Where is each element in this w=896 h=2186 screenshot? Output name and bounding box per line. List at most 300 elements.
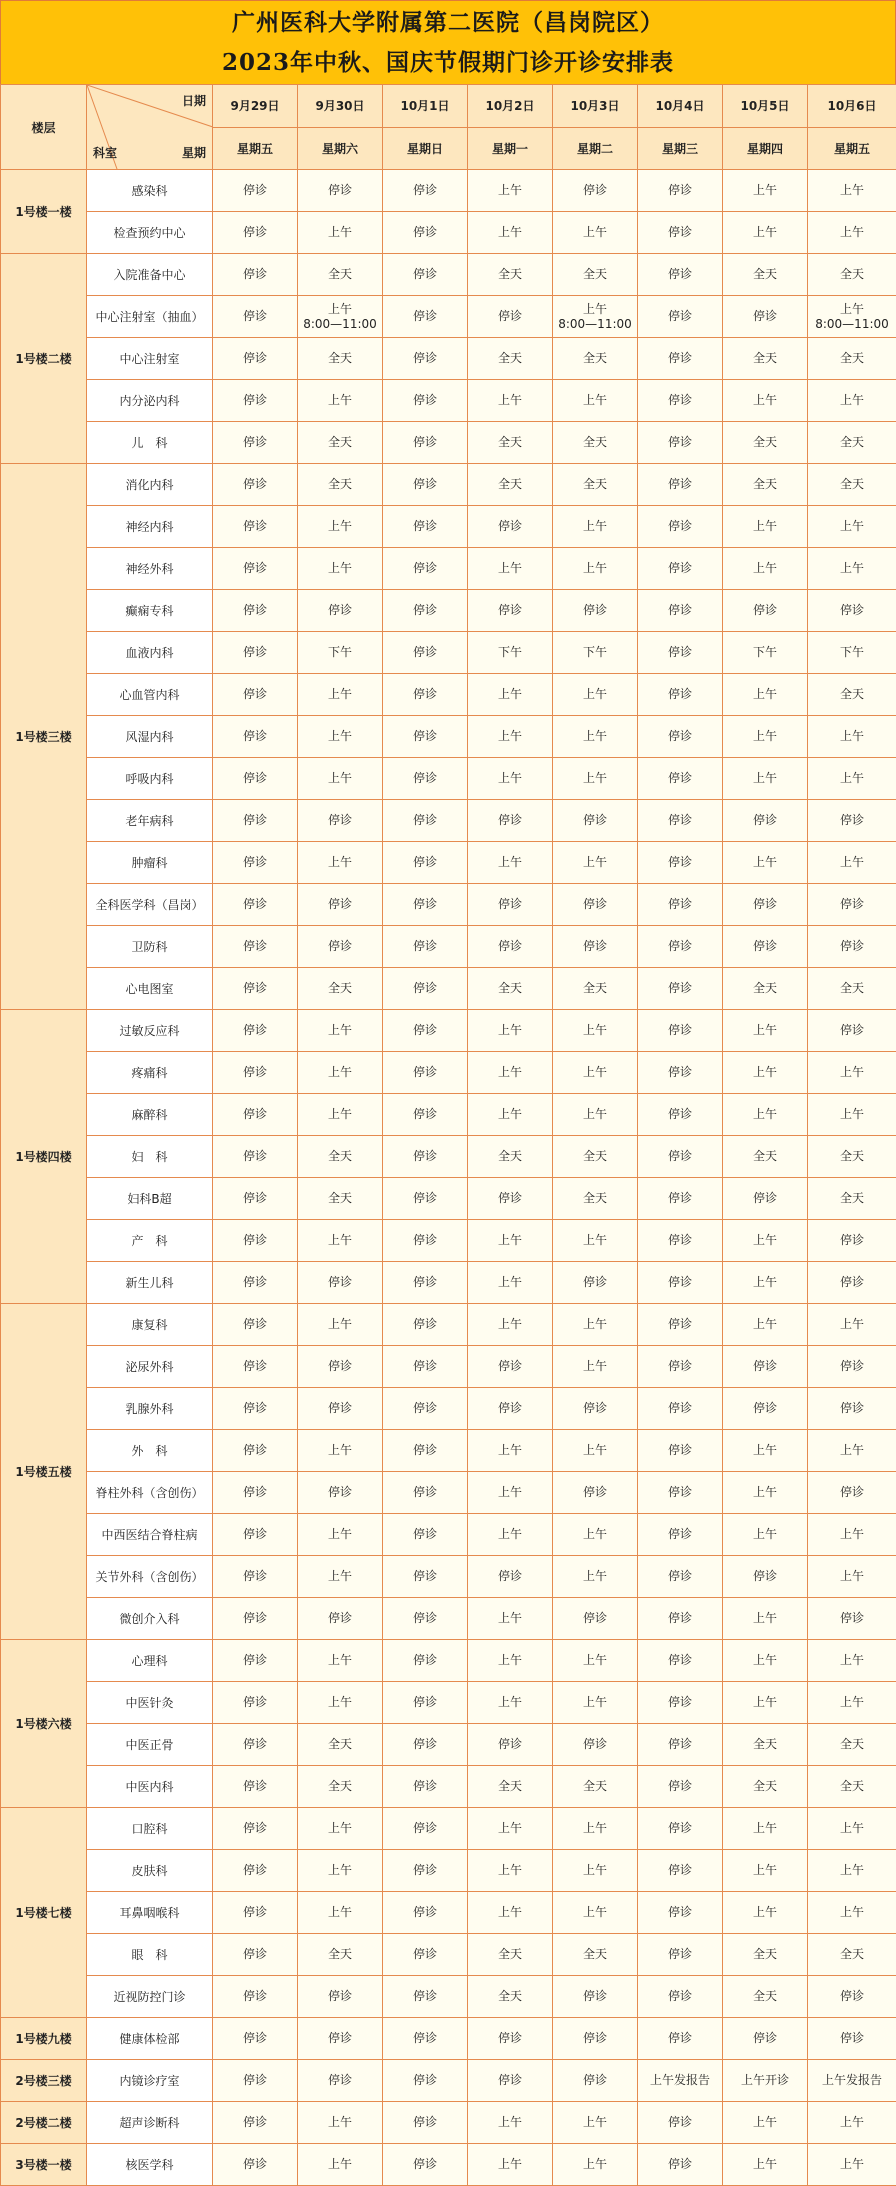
dept-name: 乳腺外科: [87, 1388, 213, 1430]
schedule-cell: 停诊: [638, 1178, 723, 1220]
schedule-cell: 停诊: [383, 590, 468, 632]
schedule-cell: 停诊: [468, 1178, 553, 1220]
dept-name: 健康体检部: [87, 2018, 213, 2060]
schedule-cell: 停诊: [638, 1514, 723, 1556]
schedule-cell: 停诊: [213, 1892, 298, 1934]
schedule-cell: 停诊: [383, 1136, 468, 1178]
schedule-cell: 上午: [468, 1220, 553, 1262]
table-row: [1, 842, 896, 884]
schedule-cell: 停诊: [468, 1346, 553, 1388]
schedule-cell: 停诊: [213, 1346, 298, 1388]
schedule-cell: 上午: [468, 1472, 553, 1514]
schedule-cell: 停诊: [383, 296, 468, 338]
schedule-cell: 停诊: [638, 212, 723, 254]
table-row: [1, 1934, 896, 1976]
schedule-cell: 停诊: [808, 1598, 896, 1640]
schedule-cell: 上午: [553, 380, 638, 422]
schedule-cell: 停诊: [298, 1976, 383, 2018]
schedule-cell: 上午: [468, 170, 553, 212]
schedule-cell: 上午: [553, 2102, 638, 2144]
schedule-cell: 停诊: [383, 1388, 468, 1430]
schedule-cell: 停诊: [383, 1472, 468, 1514]
schedule-cell: 停诊: [213, 422, 298, 464]
schedule-cell: 停诊: [213, 758, 298, 800]
schedule-cell: 停诊: [638, 254, 723, 296]
schedule-cell: 停诊: [383, 674, 468, 716]
weekday-header: 星期日: [383, 127, 468, 170]
schedule-cell: 停诊: [213, 2060, 298, 2102]
weekday-header: 星期四: [723, 127, 808, 170]
table-row: [1, 1808, 896, 1850]
schedule-cell: 停诊: [383, 1682, 468, 1724]
table-row: [1, 1430, 896, 1472]
schedule-cell: 上午: [468, 1094, 553, 1136]
schedule-cell: 全天: [808, 1724, 896, 1766]
schedule-cell: 全天: [808, 968, 896, 1010]
schedule-cell: 全天: [298, 422, 383, 464]
schedule-cell: 停诊: [383, 1430, 468, 1472]
dept-name: 泌尿外科: [87, 1346, 213, 1388]
schedule-cell: 全天: [553, 1934, 638, 1976]
dept-name: 核医学科: [87, 2144, 213, 2186]
schedule-cell: 停诊: [723, 1388, 808, 1430]
schedule-cell: 停诊: [213, 1598, 298, 1640]
table-row: [1, 1472, 896, 1514]
schedule-cell: 停诊: [808, 1346, 896, 1388]
schedule-cell: 上午: [723, 506, 808, 548]
schedule-cell: 停诊: [213, 338, 298, 380]
schedule-cell: 上午: [723, 1808, 808, 1850]
schedule-cell: 上午发报告: [808, 2060, 896, 2102]
schedule-cell: 上午: [808, 1892, 896, 1934]
schedule-cell: 停诊: [723, 1178, 808, 1220]
schedule-cell: 停诊: [383, 1220, 468, 1262]
schedule-cell: 停诊: [213, 674, 298, 716]
schedule-cell: 上午: [298, 2102, 383, 2144]
schedule-cell: 全天: [723, 422, 808, 464]
schedule-cell: 停诊: [638, 1304, 723, 1346]
schedule-cell: 上午: [468, 674, 553, 716]
schedule-cell: 上午: [723, 1598, 808, 1640]
schedule-cell: 停诊: [383, 1262, 468, 1304]
dept-name: 检查预约中心: [87, 212, 213, 254]
schedule-cell: 停诊: [468, 590, 553, 632]
floor-label: 1号楼三楼: [1, 464, 87, 1010]
schedule-cell: 停诊: [383, 506, 468, 548]
schedule-cell: 全天: [553, 254, 638, 296]
date-axis-label: 日期: [181, 94, 206, 108]
schedule-cell: 上午发报告: [638, 2060, 723, 2102]
schedule-cell: 上午: [553, 842, 638, 884]
schedule-cell: 停诊: [553, 1262, 638, 1304]
dept-name: 外 科: [87, 1430, 213, 1472]
schedule-cell: 停诊: [808, 1220, 896, 1262]
table-row: [1, 800, 896, 842]
weekday-header: 星期六: [298, 127, 383, 170]
schedule-cell: 停诊: [638, 338, 723, 380]
dept-name: 心血管内科: [87, 674, 213, 716]
schedule-cell: 停诊: [383, 1556, 468, 1598]
schedule-cell: 停诊: [298, 1472, 383, 1514]
schedule-cell: 停诊: [383, 1094, 468, 1136]
schedule-cell: 全天: [468, 464, 553, 506]
table-row: [1, 674, 896, 716]
schedule-cell: 上午: [468, 2102, 553, 2144]
schedule-cell: 停诊: [808, 800, 896, 842]
table-row: [1, 422, 896, 464]
schedule-cell: 上午: [723, 1640, 808, 1682]
schedule-cell: 上午: [808, 1850, 896, 1892]
table-row: [1, 590, 896, 632]
dept-name: 风湿内科: [87, 716, 213, 758]
schedule-cell: 全天: [298, 338, 383, 380]
schedule-cell: 上午: [723, 716, 808, 758]
schedule-cell: 停诊: [638, 1556, 723, 1598]
schedule-cell: 下午: [723, 632, 808, 674]
schedule-cell: 停诊: [468, 296, 553, 338]
schedule-cell: 停诊: [638, 380, 723, 422]
schedule-cell: 停诊: [638, 800, 723, 842]
schedule-cell: 停诊: [213, 2144, 298, 2186]
dept-name: 肿瘤科: [87, 842, 213, 884]
floor-column-header: 楼层: [1, 85, 87, 170]
schedule-cell: 停诊: [213, 254, 298, 296]
schedule-cell: 停诊: [298, 800, 383, 842]
schedule-cell: 停诊: [383, 632, 468, 674]
dept-name: 眼 科: [87, 1934, 213, 1976]
schedule-cell: 停诊: [213, 170, 298, 212]
table-row: [1, 506, 896, 548]
table-row: [1, 1346, 896, 1388]
schedule-cell: 停诊: [638, 1976, 723, 2018]
schedule-cell: 停诊: [553, 884, 638, 926]
schedule-cell: 全天: [723, 254, 808, 296]
schedule-cell: 停诊: [638, 1472, 723, 1514]
schedule-cell: 停诊: [553, 1598, 638, 1640]
schedule-cell: 停诊: [638, 1010, 723, 1052]
schedule-cell: 停诊: [638, 1766, 723, 1808]
schedule-cell: 停诊: [298, 1346, 383, 1388]
table-row: [1, 296, 896, 338]
schedule-cell: 上午: [298, 1514, 383, 1556]
schedule-cell: 上午: [808, 1052, 896, 1094]
schedule-cell: 全天: [468, 968, 553, 1010]
dept-name: 皮肤科: [87, 1850, 213, 1892]
schedule-cell: 上午: [468, 1304, 553, 1346]
schedule-cell: 全天: [468, 1136, 553, 1178]
table-row: [1, 338, 896, 380]
dept-name: 妇科B超: [87, 1178, 213, 1220]
schedule-cell: 上午: [553, 2144, 638, 2186]
schedule-cell: 上午 8:00—11:00: [298, 296, 383, 338]
schedule-cell: 停诊: [213, 212, 298, 254]
schedule-cell: 停诊: [213, 1094, 298, 1136]
schedule-cell: 停诊: [808, 884, 896, 926]
schedule-cell: 停诊: [383, 1976, 468, 2018]
schedule-cell: 停诊: [638, 968, 723, 1010]
floor-label: 1号楼四楼: [1, 1010, 87, 1304]
schedule-cell: 停诊: [213, 1136, 298, 1178]
schedule-cell: 停诊: [383, 422, 468, 464]
dept-name: 新生儿科: [87, 1262, 213, 1304]
dept-name: 中医内科: [87, 1766, 213, 1808]
table-row: [1, 1640, 896, 1682]
schedule-cell: 停诊: [468, 506, 553, 548]
schedule-cell: 上午: [468, 2144, 553, 2186]
schedule-cell: 停诊: [213, 926, 298, 968]
schedule-cell: 停诊: [383, 254, 468, 296]
schedule-cell: 上午: [468, 1598, 553, 1640]
schedule-cell: 停诊: [213, 1724, 298, 1766]
table-row: [1, 758, 896, 800]
schedule-body: [1, 170, 896, 2186]
date-header: 10月2日: [468, 85, 553, 128]
date-header: 10月1日: [383, 85, 468, 128]
schedule-cell: 停诊: [808, 2018, 896, 2060]
table-row: [1, 1052, 896, 1094]
schedule-cell: 停诊: [298, 170, 383, 212]
schedule-cell: 上午: [723, 842, 808, 884]
schedule-cell: 停诊: [383, 1052, 468, 1094]
schedule-cell: 上午: [723, 1430, 808, 1472]
schedule-cell: 停诊: [723, 800, 808, 842]
schedule-cell: 上午: [468, 1808, 553, 1850]
schedule-cell: 上午: [553, 674, 638, 716]
schedule-cell: 停诊: [808, 926, 896, 968]
schedule-cell: 下午: [808, 632, 896, 674]
schedule-cell: 上午: [808, 506, 896, 548]
schedule-cell: 停诊: [213, 1178, 298, 1220]
dept-name: 中心注射室（抽血）: [87, 296, 213, 338]
schedule-cell: 停诊: [808, 1976, 896, 2018]
schedule-cell: 停诊: [213, 2018, 298, 2060]
schedule-cell: 上午: [298, 2144, 383, 2186]
schedule-cell: 上午: [468, 1052, 553, 1094]
schedule-cell: 停诊: [638, 1052, 723, 1094]
table-row: [1, 380, 896, 422]
table-row: [1, 884, 896, 926]
table-row: [1, 1514, 896, 1556]
dept-name: 中医针灸: [87, 1682, 213, 1724]
schedule-cell: 停诊: [298, 2060, 383, 2102]
schedule-cell: 停诊: [213, 296, 298, 338]
schedule-cell: 全天: [723, 338, 808, 380]
schedule-cell: 停诊: [383, 800, 468, 842]
table-row: [1, 716, 896, 758]
schedule-cell: 上午: [723, 1892, 808, 1934]
schedule-cell: 上午: [723, 380, 808, 422]
schedule-cell: 上午: [468, 1010, 553, 1052]
schedule-cell: 全天: [553, 422, 638, 464]
schedule-cell: 停诊: [298, 1262, 383, 1304]
schedule-cell: 停诊: [553, 1388, 638, 1430]
schedule-cell: 停诊: [808, 1262, 896, 1304]
schedule-cell: 上午: [808, 1682, 896, 1724]
schedule-cell: 停诊: [638, 422, 723, 464]
schedule-cell: 停诊: [298, 1388, 383, 1430]
schedule-cell: 全天: [298, 968, 383, 1010]
schedule-cell: 停诊: [638, 464, 723, 506]
schedule-cell: 全天: [723, 464, 808, 506]
schedule-cell: 停诊: [638, 884, 723, 926]
dept-name: 老年病科: [87, 800, 213, 842]
schedule-cell: 停诊: [638, 1808, 723, 1850]
dept-name: 近视防控门诊: [87, 1976, 213, 2018]
schedule-cell: 全天: [553, 968, 638, 1010]
schedule-cell: 停诊: [638, 1430, 723, 1472]
dept-name: 心电图室: [87, 968, 213, 1010]
table-row: [1, 1136, 896, 1178]
schedule-cell: 停诊: [383, 1934, 468, 1976]
schedule-cell: 上午: [553, 1220, 638, 1262]
schedule-cell: 停诊: [383, 464, 468, 506]
weekday-header: 星期五: [213, 127, 298, 170]
schedule-cell: 停诊: [213, 1010, 298, 1052]
schedule-cell: 上午: [468, 716, 553, 758]
table-row: [1, 1010, 896, 1052]
schedule-cell: 停诊: [383, 212, 468, 254]
schedule-cell: 停诊: [553, 1724, 638, 1766]
schedule-cell: 上午: [298, 1094, 383, 1136]
schedule-cell: 停诊: [638, 1346, 723, 1388]
table-row: [1, 170, 896, 212]
floor-label: 1号楼一楼: [1, 170, 87, 254]
schedule-cell: 上午: [468, 548, 553, 590]
schedule-cell: 全天: [553, 338, 638, 380]
dept-name: 癫痫专科: [87, 590, 213, 632]
schedule-cell: 上午: [553, 1094, 638, 1136]
schedule-cell: 上午: [298, 212, 383, 254]
table-row: [1, 464, 896, 506]
schedule-cell: 上午: [723, 674, 808, 716]
schedule-cell: 停诊: [638, 1934, 723, 1976]
floor-label: 1号楼九楼: [1, 2018, 87, 2060]
schedule-cell: 下午: [298, 632, 383, 674]
dept-name: 耳鼻咽喉科: [87, 1892, 213, 1934]
schedule-cell: 停诊: [553, 2018, 638, 2060]
schedule-cell: 上午: [723, 758, 808, 800]
dept-name: 呼吸内科: [87, 758, 213, 800]
schedule-cell: 上午: [468, 212, 553, 254]
schedule-cell: 停诊: [383, 968, 468, 1010]
table-row: [1, 1892, 896, 1934]
dept-name: 超声诊断科: [87, 2102, 213, 2144]
schedule-cell: 停诊: [383, 1724, 468, 1766]
schedule-cell: 全天: [468, 254, 553, 296]
schedule-cell: 停诊: [638, 506, 723, 548]
schedule-cell: 停诊: [213, 590, 298, 632]
schedule-cell: 停诊: [638, 2144, 723, 2186]
schedule-cell: 停诊: [553, 926, 638, 968]
floor-label: 1号楼二楼: [1, 254, 87, 464]
schedule-cell: 全天: [723, 1136, 808, 1178]
schedule-cell: 停诊: [638, 758, 723, 800]
schedule-cell: 停诊: [808, 1472, 896, 1514]
weekday-header: 星期五: [808, 127, 896, 170]
table-row: [1, 1724, 896, 1766]
schedule-cell: 全天: [468, 338, 553, 380]
table-row: [1, 1262, 896, 1304]
table-row: [1, 1304, 896, 1346]
schedule-cell: 停诊: [808, 1010, 896, 1052]
schedule-cell: 停诊: [723, 296, 808, 338]
schedule-cell: 上午: [808, 1094, 896, 1136]
dept-name: 血液内科: [87, 632, 213, 674]
schedule-cell: 全天: [808, 1136, 896, 1178]
schedule-cell: 上午: [808, 212, 896, 254]
floor-label: 1号楼五楼: [1, 1304, 87, 1640]
schedule-cell: 上午: [298, 380, 383, 422]
schedule-cell: 停诊: [638, 590, 723, 632]
schedule-cell: 停诊: [638, 1220, 723, 1262]
schedule-cell: 停诊: [638, 926, 723, 968]
schedule-cell: 上午: [298, 1220, 383, 1262]
schedule-cell: 上午: [723, 1472, 808, 1514]
dept-name: 中心注射室: [87, 338, 213, 380]
dept-name: 脊柱外科（含创伤）: [87, 1472, 213, 1514]
table-row: [1, 2102, 896, 2144]
dept-name: 心理科: [87, 1640, 213, 1682]
schedule-cell: 全天: [468, 1766, 553, 1808]
schedule-cell: 上午: [723, 1010, 808, 1052]
schedule-cell: 上午: [723, 2144, 808, 2186]
schedule-cell: 全天: [468, 422, 553, 464]
schedule-cell: 停诊: [383, 338, 468, 380]
schedule-cell: 停诊: [383, 1010, 468, 1052]
schedule-cell: 停诊: [723, 590, 808, 632]
dept-name: 消化内科: [87, 464, 213, 506]
dept-name: 中西医结合脊柱病: [87, 1514, 213, 1556]
schedule-cell: 上午: [808, 548, 896, 590]
schedule-cell: 停诊: [213, 464, 298, 506]
dept-name: 产 科: [87, 1220, 213, 1262]
dept-axis-label: 科室: [93, 146, 118, 160]
schedule-cell: 全天: [298, 1934, 383, 1976]
schedule-cell: 上午: [553, 1808, 638, 1850]
schedule-cell: 上午: [808, 1430, 896, 1472]
schedule-cell: 上午: [553, 548, 638, 590]
schedule-cell: 停诊: [213, 1682, 298, 1724]
schedule-cell: 全天: [553, 464, 638, 506]
table-row: [1, 1976, 896, 2018]
schedule-cell: 上午: [468, 1514, 553, 1556]
schedule-cell: 停诊: [213, 1262, 298, 1304]
schedule-cell: 停诊: [723, 1556, 808, 1598]
schedule-cell: 上午: [553, 1892, 638, 1934]
dept-name: 微创介入科: [87, 1598, 213, 1640]
schedule-cell: 停诊: [383, 170, 468, 212]
schedule-cell: 上午: [723, 2102, 808, 2144]
schedule-cell: 全天: [723, 1766, 808, 1808]
weekday-header: 星期一: [468, 127, 553, 170]
schedule-table: [0, 84, 896, 2186]
schedule-cell: 停诊: [213, 1976, 298, 2018]
schedule-cell: 停诊: [213, 1430, 298, 1472]
schedule-cell: 上午: [468, 1892, 553, 1934]
schedule-cell: 停诊: [383, 1514, 468, 1556]
schedule-cell: 停诊: [468, 926, 553, 968]
schedule-cell: 停诊: [468, 1724, 553, 1766]
schedule-cell: 停诊: [298, 590, 383, 632]
schedule-cell: 停诊: [213, 380, 298, 422]
schedule-cell: 全天: [553, 1766, 638, 1808]
table-row: [1, 1850, 896, 1892]
dept-name: 口腔科: [87, 1808, 213, 1850]
schedule-cell: 停诊: [383, 1640, 468, 1682]
schedule-cell: 停诊: [298, 884, 383, 926]
schedule-cell: 停诊: [638, 1724, 723, 1766]
schedule-cell: 上午: [468, 1640, 553, 1682]
